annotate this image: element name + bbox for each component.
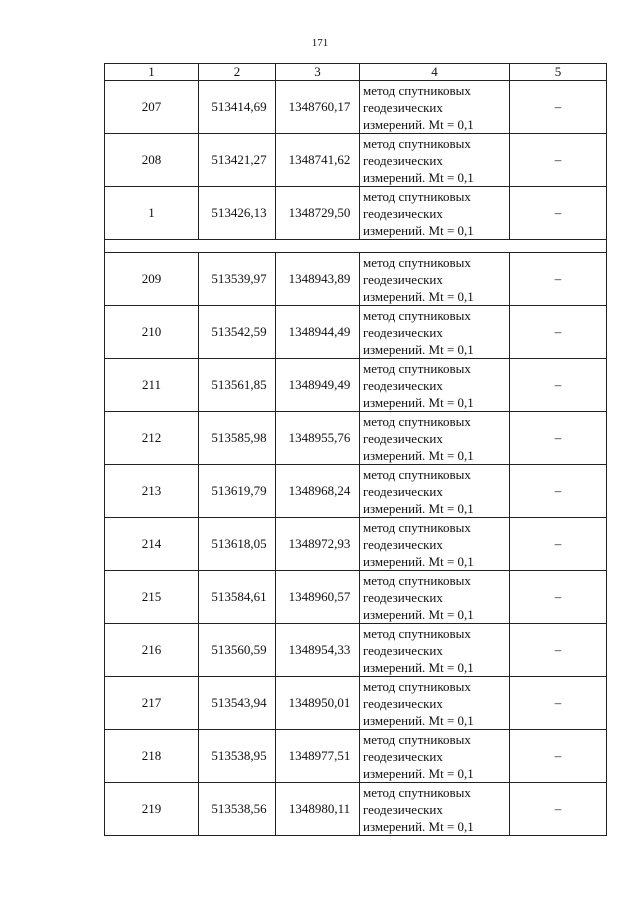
y-coordinate-cell: 1348760,17 — [276, 81, 360, 134]
method-line: метод спутниковых — [363, 307, 471, 323]
method-line: метод спутниковых — [363, 254, 471, 270]
x-coordinate-cell: 513561,85 — [199, 359, 276, 412]
y-coordinate-cell: 1348729,50 — [276, 187, 360, 240]
x-coordinate-cell: 513421,27 — [199, 134, 276, 187]
note-cell: – — [510, 677, 607, 730]
x-coordinate-cell: 513538,56 — [199, 783, 276, 836]
note-cell: – — [510, 412, 607, 465]
method-cell — [360, 306, 510, 359]
x-coordinate-cell: 513560,59 — [199, 624, 276, 677]
point-number-cell: 217 — [105, 677, 199, 730]
table-row — [105, 518, 607, 571]
method-line: измерений. Mt = 0,1 — [363, 659, 474, 675]
method-line: измерений. Mt = 0,1 — [363, 341, 474, 357]
table-row — [105, 677, 607, 730]
table-row — [105, 571, 607, 624]
method-cell — [360, 677, 510, 730]
point-number-cell: 208 — [105, 134, 199, 187]
coordinates-table — [104, 63, 607, 836]
table-row — [105, 465, 607, 518]
method-line: геодезических — [363, 152, 443, 168]
table-row — [105, 730, 607, 783]
x-coordinate-cell: 513414,69 — [199, 81, 276, 134]
method-line: метод спутниковых — [363, 135, 471, 151]
y-coordinate-cell: 1348949,49 — [276, 359, 360, 412]
method-line: метод спутниковых — [363, 625, 471, 641]
method-line: метод спутниковых — [363, 731, 471, 747]
method-line: метод спутниковых — [363, 466, 471, 482]
method-line: измерений. Mt = 0,1 — [363, 169, 474, 185]
y-coordinate-cell: 1348741,62 — [276, 134, 360, 187]
x-coordinate-cell: 513543,94 — [199, 677, 276, 730]
x-coordinate-cell: 513539,97 — [199, 253, 276, 306]
table-row — [105, 253, 607, 306]
point-number-cell: 215 — [105, 571, 199, 624]
method-line: геодезических — [363, 695, 443, 711]
method-line: измерений. Mt = 0,1 — [363, 712, 474, 728]
separator-cell — [105, 240, 607, 253]
method-line: измерений. Mt = 0,1 — [363, 553, 474, 569]
method-line: геодезических — [363, 801, 443, 817]
table-header-row — [105, 64, 607, 81]
table-body — [105, 81, 607, 836]
point-number-cell: 216 — [105, 624, 199, 677]
method-line: геодезических — [363, 748, 443, 764]
method-line: метод спутниковых — [363, 678, 471, 694]
y-coordinate-cell: 1348954,33 — [276, 624, 360, 677]
method-cell — [360, 412, 510, 465]
y-coordinate-cell: 1348944,49 — [276, 306, 360, 359]
method-line: измерений. Mt = 0,1 — [363, 288, 474, 304]
note-cell: – — [510, 465, 607, 518]
note-cell: – — [510, 134, 607, 187]
page-number: 171 — [311, 37, 329, 49]
table-row — [105, 412, 607, 465]
x-coordinate-cell: 513538,95 — [199, 730, 276, 783]
method-cell — [360, 730, 510, 783]
note-cell: – — [510, 306, 607, 359]
method-line: метод спутниковых — [363, 188, 471, 204]
y-coordinate-cell: 1348960,57 — [276, 571, 360, 624]
x-coordinate-cell: 513619,79 — [199, 465, 276, 518]
header-cell: 1 — [105, 64, 199, 81]
method-cell — [360, 783, 510, 836]
point-number-cell: 211 — [105, 359, 199, 412]
method-line: измерений. Mt = 0,1 — [363, 222, 474, 238]
method-line: геодезических — [363, 589, 443, 605]
table-row — [105, 359, 607, 412]
note-cell: – — [510, 81, 607, 134]
table-row — [105, 783, 607, 836]
point-number-cell: 218 — [105, 730, 199, 783]
method-line: измерений. Mt = 0,1 — [363, 606, 474, 622]
y-coordinate-cell: 1348968,24 — [276, 465, 360, 518]
table-row — [105, 81, 607, 134]
method-line: измерений. Mt = 0,1 — [363, 765, 474, 781]
method-line: метод спутниковых — [363, 413, 471, 429]
method-cell — [360, 624, 510, 677]
x-coordinate-cell: 513542,59 — [199, 306, 276, 359]
x-coordinate-cell: 513584,61 — [199, 571, 276, 624]
method-line: измерений. Mt = 0,1 — [363, 818, 474, 834]
method-line: геодезических — [363, 99, 443, 115]
note-cell: – — [510, 518, 607, 571]
header-cell: 3 — [276, 64, 360, 81]
header-cell: 5 — [510, 64, 607, 81]
note-cell: – — [510, 783, 607, 836]
note-cell: – — [510, 624, 607, 677]
y-coordinate-cell: 1348977,51 — [276, 730, 360, 783]
method-cell — [360, 253, 510, 306]
point-number-cell: 209 — [105, 253, 199, 306]
y-coordinate-cell: 1348943,89 — [276, 253, 360, 306]
method-cell — [360, 518, 510, 571]
note-cell: – — [510, 730, 607, 783]
method-line: геодезических — [363, 377, 443, 393]
method-line: геодезических — [363, 536, 443, 552]
table-row — [105, 624, 607, 677]
point-number-cell: 210 — [105, 306, 199, 359]
x-coordinate-cell: 513585,98 — [199, 412, 276, 465]
method-line: метод спутниковых — [363, 360, 471, 376]
point-number-cell: 214 — [105, 518, 199, 571]
y-coordinate-cell: 1348980,11 — [276, 783, 360, 836]
point-number-cell: 219 — [105, 783, 199, 836]
note-cell: – — [510, 187, 607, 240]
method-line: измерений. Mt = 0,1 — [363, 447, 474, 463]
method-line: геодезических — [363, 430, 443, 446]
method-line: геодезических — [363, 271, 443, 287]
method-cell — [360, 359, 510, 412]
method-cell — [360, 571, 510, 624]
method-cell — [360, 134, 510, 187]
method-cell — [360, 81, 510, 134]
method-line: измерений. Mt = 0,1 — [363, 394, 474, 410]
method-line: геодезических — [363, 324, 443, 340]
point-number-cell: 207 — [105, 81, 199, 134]
point-number-cell: 212 — [105, 412, 199, 465]
note-cell: – — [510, 359, 607, 412]
table-separator-row — [105, 240, 607, 253]
x-coordinate-cell: 513426,13 — [199, 187, 276, 240]
method-line: метод спутниковых — [363, 572, 471, 588]
method-line: геодезических — [363, 205, 443, 221]
point-number-cell: 1 — [105, 187, 199, 240]
note-cell: – — [510, 571, 607, 624]
point-number-cell: 213 — [105, 465, 199, 518]
method-line: измерений. Mt = 0,1 — [363, 500, 474, 516]
x-coordinate-cell: 513618,05 — [199, 518, 276, 571]
header-cell: 4 — [360, 64, 510, 81]
method-cell — [360, 187, 510, 240]
method-line: метод спутниковых — [363, 82, 471, 98]
table-row — [105, 187, 607, 240]
y-coordinate-cell: 1348972,93 — [276, 518, 360, 571]
method-line: измерений. Mt = 0,1 — [363, 116, 474, 132]
method-line: геодезических — [363, 642, 443, 658]
y-coordinate-cell: 1348955,76 — [276, 412, 360, 465]
method-line: метод спутниковых — [363, 784, 471, 800]
table-row — [105, 134, 607, 187]
table-row — [105, 306, 607, 359]
method-line: геодезических — [363, 483, 443, 499]
method-cell — [360, 465, 510, 518]
y-coordinate-cell: 1348950,01 — [276, 677, 360, 730]
method-line: метод спутниковых — [363, 519, 471, 535]
header-cell: 2 — [199, 64, 276, 81]
note-cell: – — [510, 253, 607, 306]
